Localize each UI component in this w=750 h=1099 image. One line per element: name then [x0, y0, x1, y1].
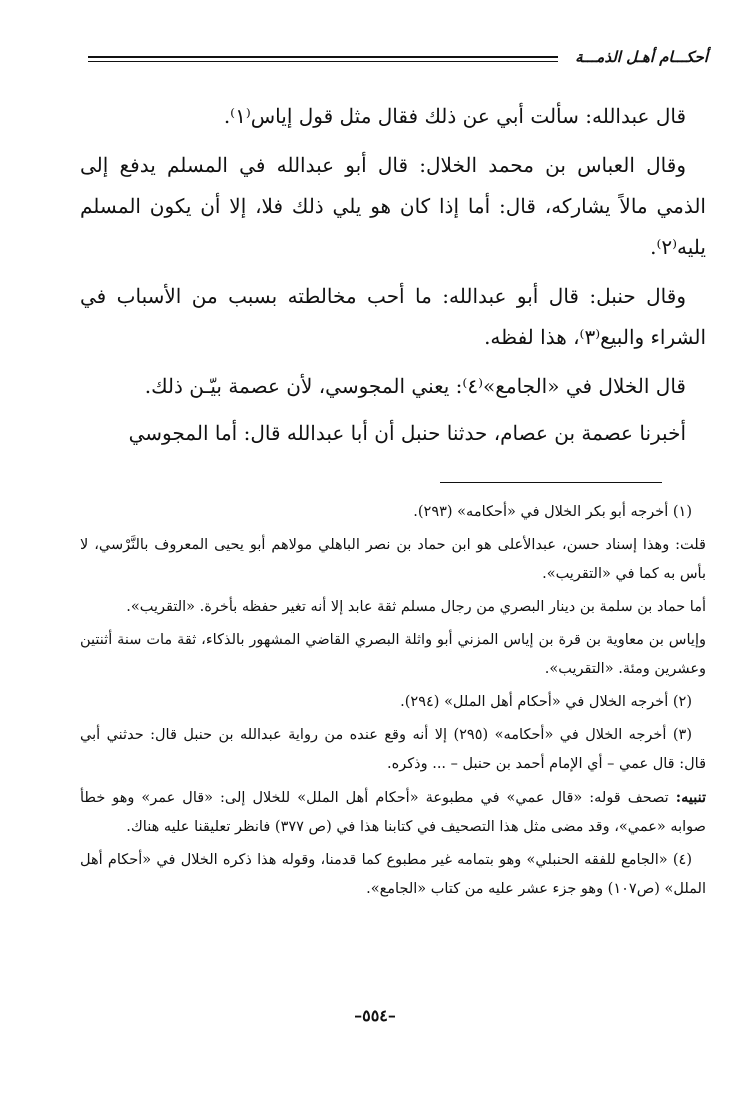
- running-title: أحكـــام أهـل الذمـــة: [575, 48, 708, 66]
- paragraph-4: قال الخلال في «الجامع»⁽٤⁾: يعني المجوسي، لأن عصمة بيّـن ذلك.: [144, 374, 686, 398]
- note-label: تنبيه:: [675, 789, 707, 806]
- page-number: –٥٥٤–: [354, 1006, 396, 1025]
- footnote-1: (١) أخرجه أبو بكر الخلال في «أحكامه» (٢٩٣).: [413, 504, 692, 520]
- footnote-1-note-2: أما حماد بن سلمة بن دينار البصري من رجال مسلم ثقة عابد إلا أنه تغير حفظه بأخرة. «التقريب».: [126, 599, 706, 615]
- footnote-1-note-1: قلت: وهذا إسناد حسن، عبدالأعلى هو ابن حماد بن نصر الباهلي مولاهم أبو يحيى المعروف بالنَّرْسي، لا بأس به كما في «التقريب».: [80, 537, 706, 582]
- footnote-separator: [440, 482, 662, 483]
- paragraph-1: قال عبدالله: سألت أبي عن ذلك فقال مثل قول إياس⁽١⁾.: [223, 104, 686, 128]
- header-rule: [88, 56, 558, 62]
- footnote-3: (٣) أخرجه الخلال في «أحكامه» (٢٩٥) إلا أنه وقع عنده من رواية عبدالله بن حنبل قال: حدثني أبي قال: قال عمي – أي الإمام أحمد بن حنبل – ... وذكره.: [80, 727, 706, 772]
- footnote-3-note: [80, 783, 706, 842]
- paragraph-5: أخبرنا عصمة بن عصام، حدثنا حنبل أن أبا عبدالله قال: أما المجوسي: [128, 421, 686, 445]
- running-header: [88, 46, 708, 72]
- paragraph-3: وقال حنبل: قال أبو عبدالله: ما أحب مخالطته بسبب من الأسباب في الشراء والبيع⁽٣⁾، هذا لفظه.: [80, 284, 706, 349]
- paragraph-2: وقال العباس بن محمد الخلال: قال أبو عبدالله في المسلم يدفع إلى الذمي مالاً يشاركه، قال: أما إذا كان هو يلي ذلك فلا، إلا أن يكون المسلم يليه⁽٢⁾.: [80, 153, 706, 259]
- note-text: تصحف قوله: «قال عمي» في مطبوعة «أحكام أهل الملل» للخلال إلى: «قال عمر» وهو خطأ صوابه «عمي»، وقد مضى مثل هذا التصحيف في كتابنا هذا في (ص ٣٧٧) فانظر تعليقنا عليه هناك.: [80, 790, 706, 835]
- footnote-4: (٤) «الجامع للفقه الحنبلي» وهو بتمامه غير مطبوع كما قدمنا، وقوله هذا ذكره الخلال في «أحكام أهل الملل» (ص١٠٧) وهو جزء عشر عليه من كتاب «الجامع».: [80, 852, 706, 897]
- footnotes: [80, 498, 706, 908]
- footnote-1-note-3: وإياس بن معاوية بن قرة بن إياس المزني أبو واثلة البصري القاضي المشهور بالذكاء، ثقة مات سنة أثنتين وعشرين ومئة. «التقريب».: [80, 632, 706, 677]
- footnote-2: (٢) أخرجه الخلال في «أحكام أهل الملل» (٢٩٤).: [400, 694, 692, 710]
- main-text: [80, 96, 706, 460]
